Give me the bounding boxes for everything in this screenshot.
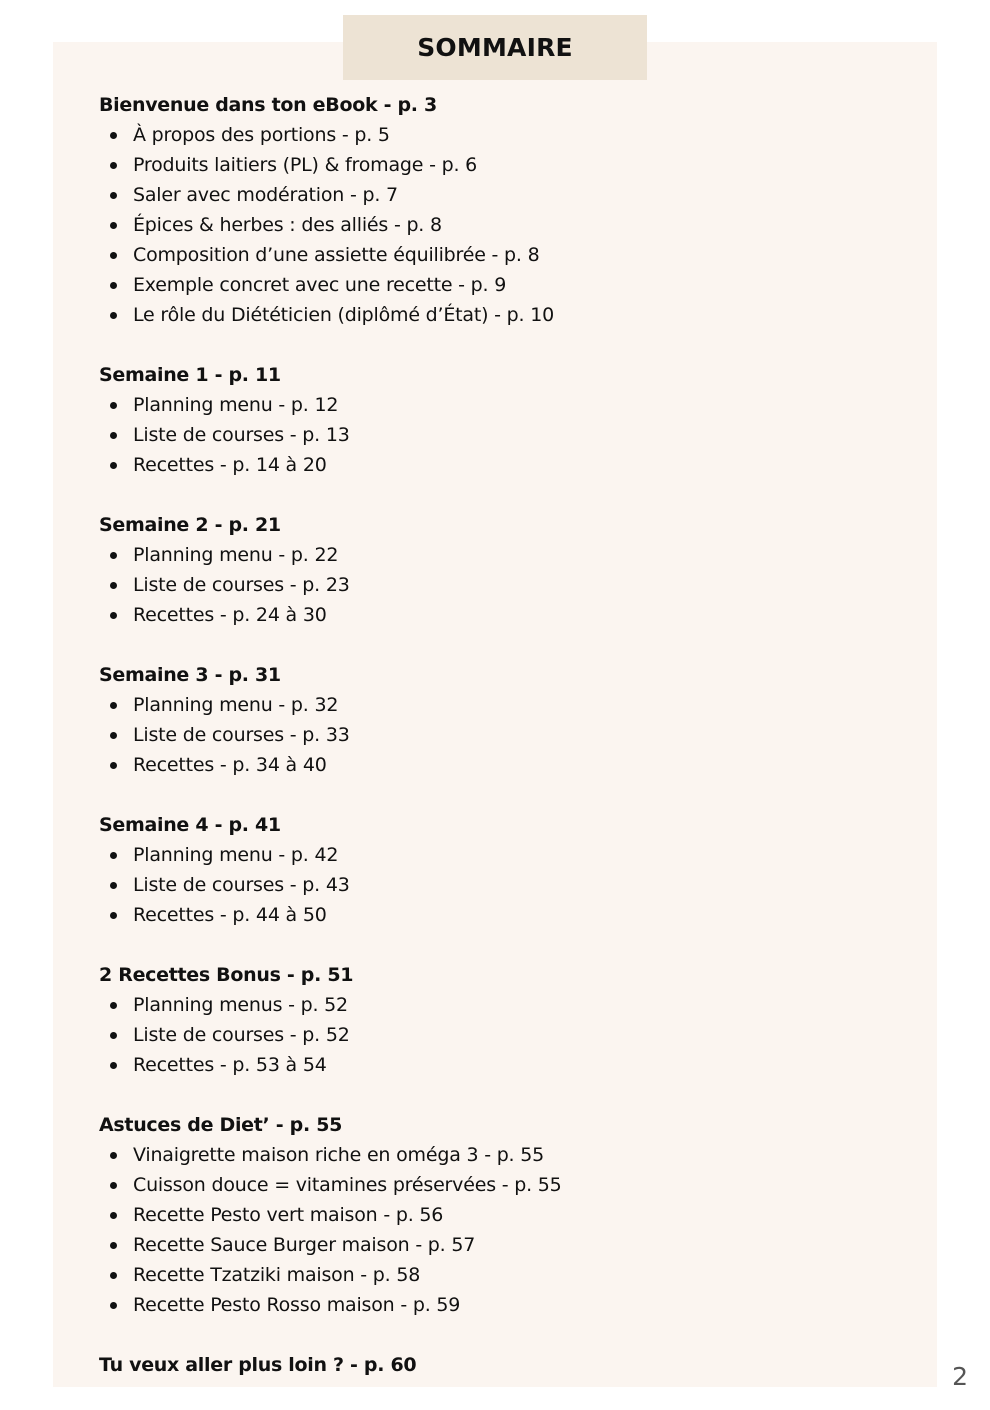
bullet-icon bbox=[110, 882, 117, 889]
bullet-icon bbox=[110, 852, 117, 859]
bullet-icon bbox=[110, 1152, 117, 1159]
toc-item-label: Recette Pesto vert maison - p. 56 bbox=[133, 1204, 444, 1226]
bullet-icon bbox=[110, 1032, 117, 1039]
bullet-icon bbox=[110, 192, 117, 199]
section-heading: Semaine 4 - p. 41 bbox=[99, 814, 281, 836]
section-item-list bbox=[99, 690, 879, 780]
toc-list-item bbox=[99, 1170, 879, 1200]
toc-item-label: Planning menu - p. 32 bbox=[133, 694, 339, 716]
bullet-icon bbox=[110, 1272, 117, 1279]
toc-section bbox=[99, 510, 879, 630]
section-item-list bbox=[99, 540, 879, 630]
section-heading: Bienvenue dans ton eBook - p. 3 bbox=[99, 94, 437, 116]
toc-list-item bbox=[99, 420, 879, 450]
toc-item-label: Planning menu - p. 12 bbox=[133, 394, 339, 416]
bullet-icon bbox=[110, 1062, 117, 1069]
bullet-icon bbox=[110, 912, 117, 919]
bullet-icon bbox=[110, 1002, 117, 1009]
toc-section bbox=[99, 1110, 879, 1320]
bullet-icon bbox=[110, 162, 117, 169]
toc-item-label: Liste de courses - p. 43 bbox=[133, 874, 350, 896]
bullet-icon bbox=[110, 1242, 117, 1249]
toc-item-label: Exemple concret avec une recette - p. 9 bbox=[133, 274, 507, 296]
toc-list-item bbox=[99, 1140, 879, 1170]
toc-section bbox=[99, 1350, 879, 1380]
bullet-icon bbox=[110, 252, 117, 259]
toc-list-item bbox=[99, 1260, 879, 1290]
bullet-icon bbox=[110, 732, 117, 739]
toc-item-label: Recettes - p. 53 à 54 bbox=[133, 1054, 327, 1076]
toc-item-label: Recettes - p. 14 à 20 bbox=[133, 454, 327, 476]
section-heading: Semaine 2 - p. 21 bbox=[99, 514, 281, 536]
toc-list-item bbox=[99, 450, 879, 480]
toc-item-label: Liste de courses - p. 33 bbox=[133, 724, 350, 746]
toc-item-label: Produits laitiers (PL) & fromage - p. 6 bbox=[133, 154, 478, 176]
toc-list-item bbox=[99, 570, 879, 600]
section-item-list bbox=[99, 990, 879, 1080]
toc-item-label: Liste de courses - p. 52 bbox=[133, 1024, 350, 1046]
toc-list-item bbox=[99, 1200, 879, 1230]
toc-item-label: Recette Tzatziki maison - p. 58 bbox=[133, 1264, 421, 1286]
bullet-icon bbox=[110, 462, 117, 469]
section-heading: Astuces de Diet’ - p. 55 bbox=[99, 1114, 343, 1136]
toc-list-item bbox=[99, 180, 879, 210]
toc-item-label: Cuisson douce = vitamines préservées - p. 55 bbox=[133, 1174, 562, 1196]
toc-list-item bbox=[99, 900, 879, 930]
toc-item-label: Recettes - p. 44 à 50 bbox=[133, 904, 327, 926]
toc-list-item bbox=[99, 720, 879, 750]
section-item-list bbox=[99, 840, 879, 930]
toc-item-label: Recettes - p. 24 à 30 bbox=[133, 604, 327, 626]
toc-section bbox=[99, 960, 879, 1080]
toc-section bbox=[99, 360, 879, 480]
toc-item-label: Saler avec modération - p. 7 bbox=[133, 184, 398, 206]
toc-list-item bbox=[99, 870, 879, 900]
toc-section bbox=[99, 90, 879, 330]
toc-list-item bbox=[99, 390, 879, 420]
toc-item-label: Planning menus - p. 52 bbox=[133, 994, 348, 1016]
toc-list-item bbox=[99, 1020, 879, 1050]
bullet-icon bbox=[110, 132, 117, 139]
toc-list-item bbox=[99, 600, 879, 630]
bullet-icon bbox=[110, 312, 117, 319]
toc-item-label: À propos des portions - p. 5 bbox=[133, 124, 390, 146]
section-item-list bbox=[99, 120, 879, 330]
bullet-icon bbox=[110, 1302, 117, 1309]
toc-item-label: Composition d’une assiette équilibrée - p. 8 bbox=[133, 244, 540, 266]
toc-list-item bbox=[99, 990, 879, 1020]
bullet-icon bbox=[110, 582, 117, 589]
bullet-icon bbox=[110, 402, 117, 409]
toc-item-label: Recette Pesto Rosso maison - p. 59 bbox=[133, 1294, 461, 1316]
bullet-icon bbox=[110, 282, 117, 289]
bullet-icon bbox=[110, 612, 117, 619]
toc-item-label: Recette Sauce Burger maison - p. 57 bbox=[133, 1234, 476, 1256]
toc-list-item bbox=[99, 300, 879, 330]
toc-item-label: Vinaigrette maison riche en oméga 3 - p. 55 bbox=[133, 1144, 545, 1166]
toc-item-label: Épices & herbes : des alliés - p. 8 bbox=[133, 214, 442, 236]
section-item-list bbox=[99, 390, 879, 480]
section-item-list bbox=[99, 1140, 879, 1320]
bullet-icon bbox=[110, 1212, 117, 1219]
toc-list-item bbox=[99, 840, 879, 870]
bullet-icon bbox=[110, 552, 117, 559]
section-heading: Semaine 1 - p. 11 bbox=[99, 364, 281, 386]
toc-list-item bbox=[99, 270, 879, 300]
toc-item-label: Le rôle du Diététicien (diplômé d’État) - p. 10 bbox=[133, 304, 554, 326]
toc-item-label: Liste de courses - p. 23 bbox=[133, 574, 350, 596]
bullet-icon bbox=[110, 222, 117, 229]
table-of-contents bbox=[99, 90, 879, 1410]
toc-section bbox=[99, 660, 879, 780]
title-banner bbox=[343, 15, 647, 80]
toc-item-label: Planning menu - p. 42 bbox=[133, 844, 339, 866]
bullet-icon bbox=[110, 432, 117, 439]
toc-item-label: Recettes - p. 34 à 40 bbox=[133, 754, 327, 776]
section-heading: Semaine 3 - p. 31 bbox=[99, 664, 281, 686]
toc-list-item bbox=[99, 750, 879, 780]
section-heading: 2 Recettes Bonus - p. 51 bbox=[99, 964, 354, 986]
section-heading: Tu veux aller plus loin ? - p. 60 bbox=[99, 1354, 417, 1376]
toc-item-label: Liste de courses - p. 13 bbox=[133, 424, 350, 446]
toc-list-item bbox=[99, 540, 879, 570]
page-title: SOMMAIRE bbox=[417, 33, 573, 62]
toc-list-item bbox=[99, 210, 879, 240]
bullet-icon bbox=[110, 762, 117, 769]
bullet-icon bbox=[110, 702, 117, 709]
toc-list-item bbox=[99, 1050, 879, 1080]
toc-list-item bbox=[99, 1290, 879, 1320]
toc-list-item bbox=[99, 240, 879, 270]
toc-list-item bbox=[99, 1230, 879, 1260]
toc-list-item bbox=[99, 150, 879, 180]
toc-section bbox=[99, 810, 879, 930]
toc-item-label: Planning menu - p. 22 bbox=[133, 544, 339, 566]
toc-list-item bbox=[99, 690, 879, 720]
toc-list-item bbox=[99, 120, 879, 150]
bullet-icon bbox=[110, 1182, 117, 1189]
page-number: 2 bbox=[952, 1362, 968, 1391]
